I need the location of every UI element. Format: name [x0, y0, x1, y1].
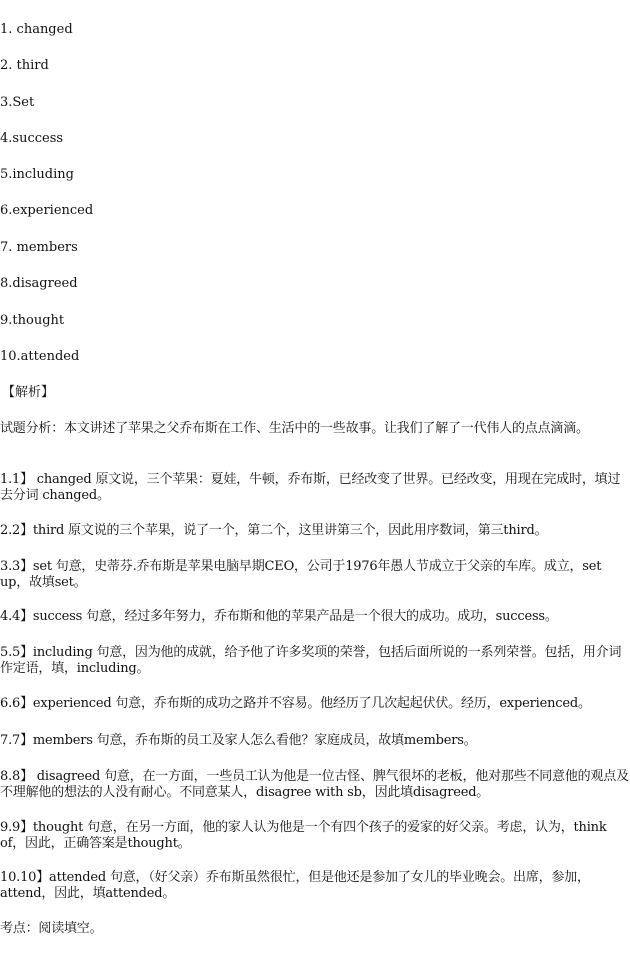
- summary-paragraph: 试题分析：本文讲述了苹果之父乔布斯在工作、生活中的一些故事。让我们了解了一代伟人的点点滴滴。: [0, 421, 589, 436]
- answer-3: 3.Set: [0, 95, 35, 110]
- explanation-10: 10.10】attended 句意，（好父亲）乔布斯虽然很忙，但是他还是参加了女儿的毕业晚会。出席，参加，attend，因此，填attended。: [0, 870, 590, 901]
- answer-6: 6.experienced: [0, 203, 94, 218]
- explanation-8: 8.8】 disagreed 句意，在一方面，一些员工认为他是一位古怪、脾气很坏的老板，他对那些不同意他的观点及不理解他的想法的人没有耐心。不同意某人，disagree with sb，因此填disagreed。: [0, 769, 629, 800]
- explanation-1: 1.1】 changed 原文说，三个苹果：夏娃，牛顿，乔布斯，已经改变了世界。已经改变，用现在完成时，填过去分词 changed。: [0, 472, 621, 503]
- explanation-5: 5.5】including 句意，因为他的成就，给予他了许多奖项的荣誉，包括后面所说的一系列荣誉。包括，用介词作定语，填，including。: [0, 645, 622, 676]
- answer-1: 1. changed: [0, 22, 73, 37]
- explanation-4: 4.4】success 句意，经过多年努力，乔布斯和他的苹果产品是一个很大的成功。成功，success。: [0, 609, 558, 624]
- explanation-7: 7.7】members 句意，乔布斯的员工及家人怎么看他？家庭成员，故填members。: [0, 733, 477, 748]
- explanation-2: 2.2】third 原文说的三个苹果，说了一个，第二个，这里讲第三个，因此用序数词，第三third。: [0, 523, 548, 538]
- analysis-header: 【解析】: [2, 385, 55, 400]
- explanation-9: 9.9】thought 句意，在另一方面，他的家人认为他是一个有四个孩子的爱家的好父亲。考虑，认为，think of，因此，正确答案是thought。: [0, 820, 607, 851]
- explanation-6: 6.6】experienced 句意，乔布斯的成功之路并不容易。他经历了几次起起伏伏。经历，experienced。: [0, 696, 591, 711]
- answer-9: 9.thought: [0, 313, 65, 328]
- answer-2: 2. third: [0, 58, 49, 73]
- answer-5: 5.including: [0, 167, 74, 182]
- footer-note: 考点：阅读填空。: [0, 921, 103, 936]
- answer-7: 7. members: [0, 240, 78, 255]
- answer-4: 4.success: [0, 131, 64, 146]
- answer-10: 10.attended: [0, 349, 80, 364]
- answer-8: 8.disagreed: [0, 276, 78, 291]
- explanation-3: 3.3】set 句意，史蒂芬.乔布斯是苹果电脑早期CEO，公司于1976年愚人节成立于父亲的车库。成立，set up，故填set。: [0, 559, 602, 590]
